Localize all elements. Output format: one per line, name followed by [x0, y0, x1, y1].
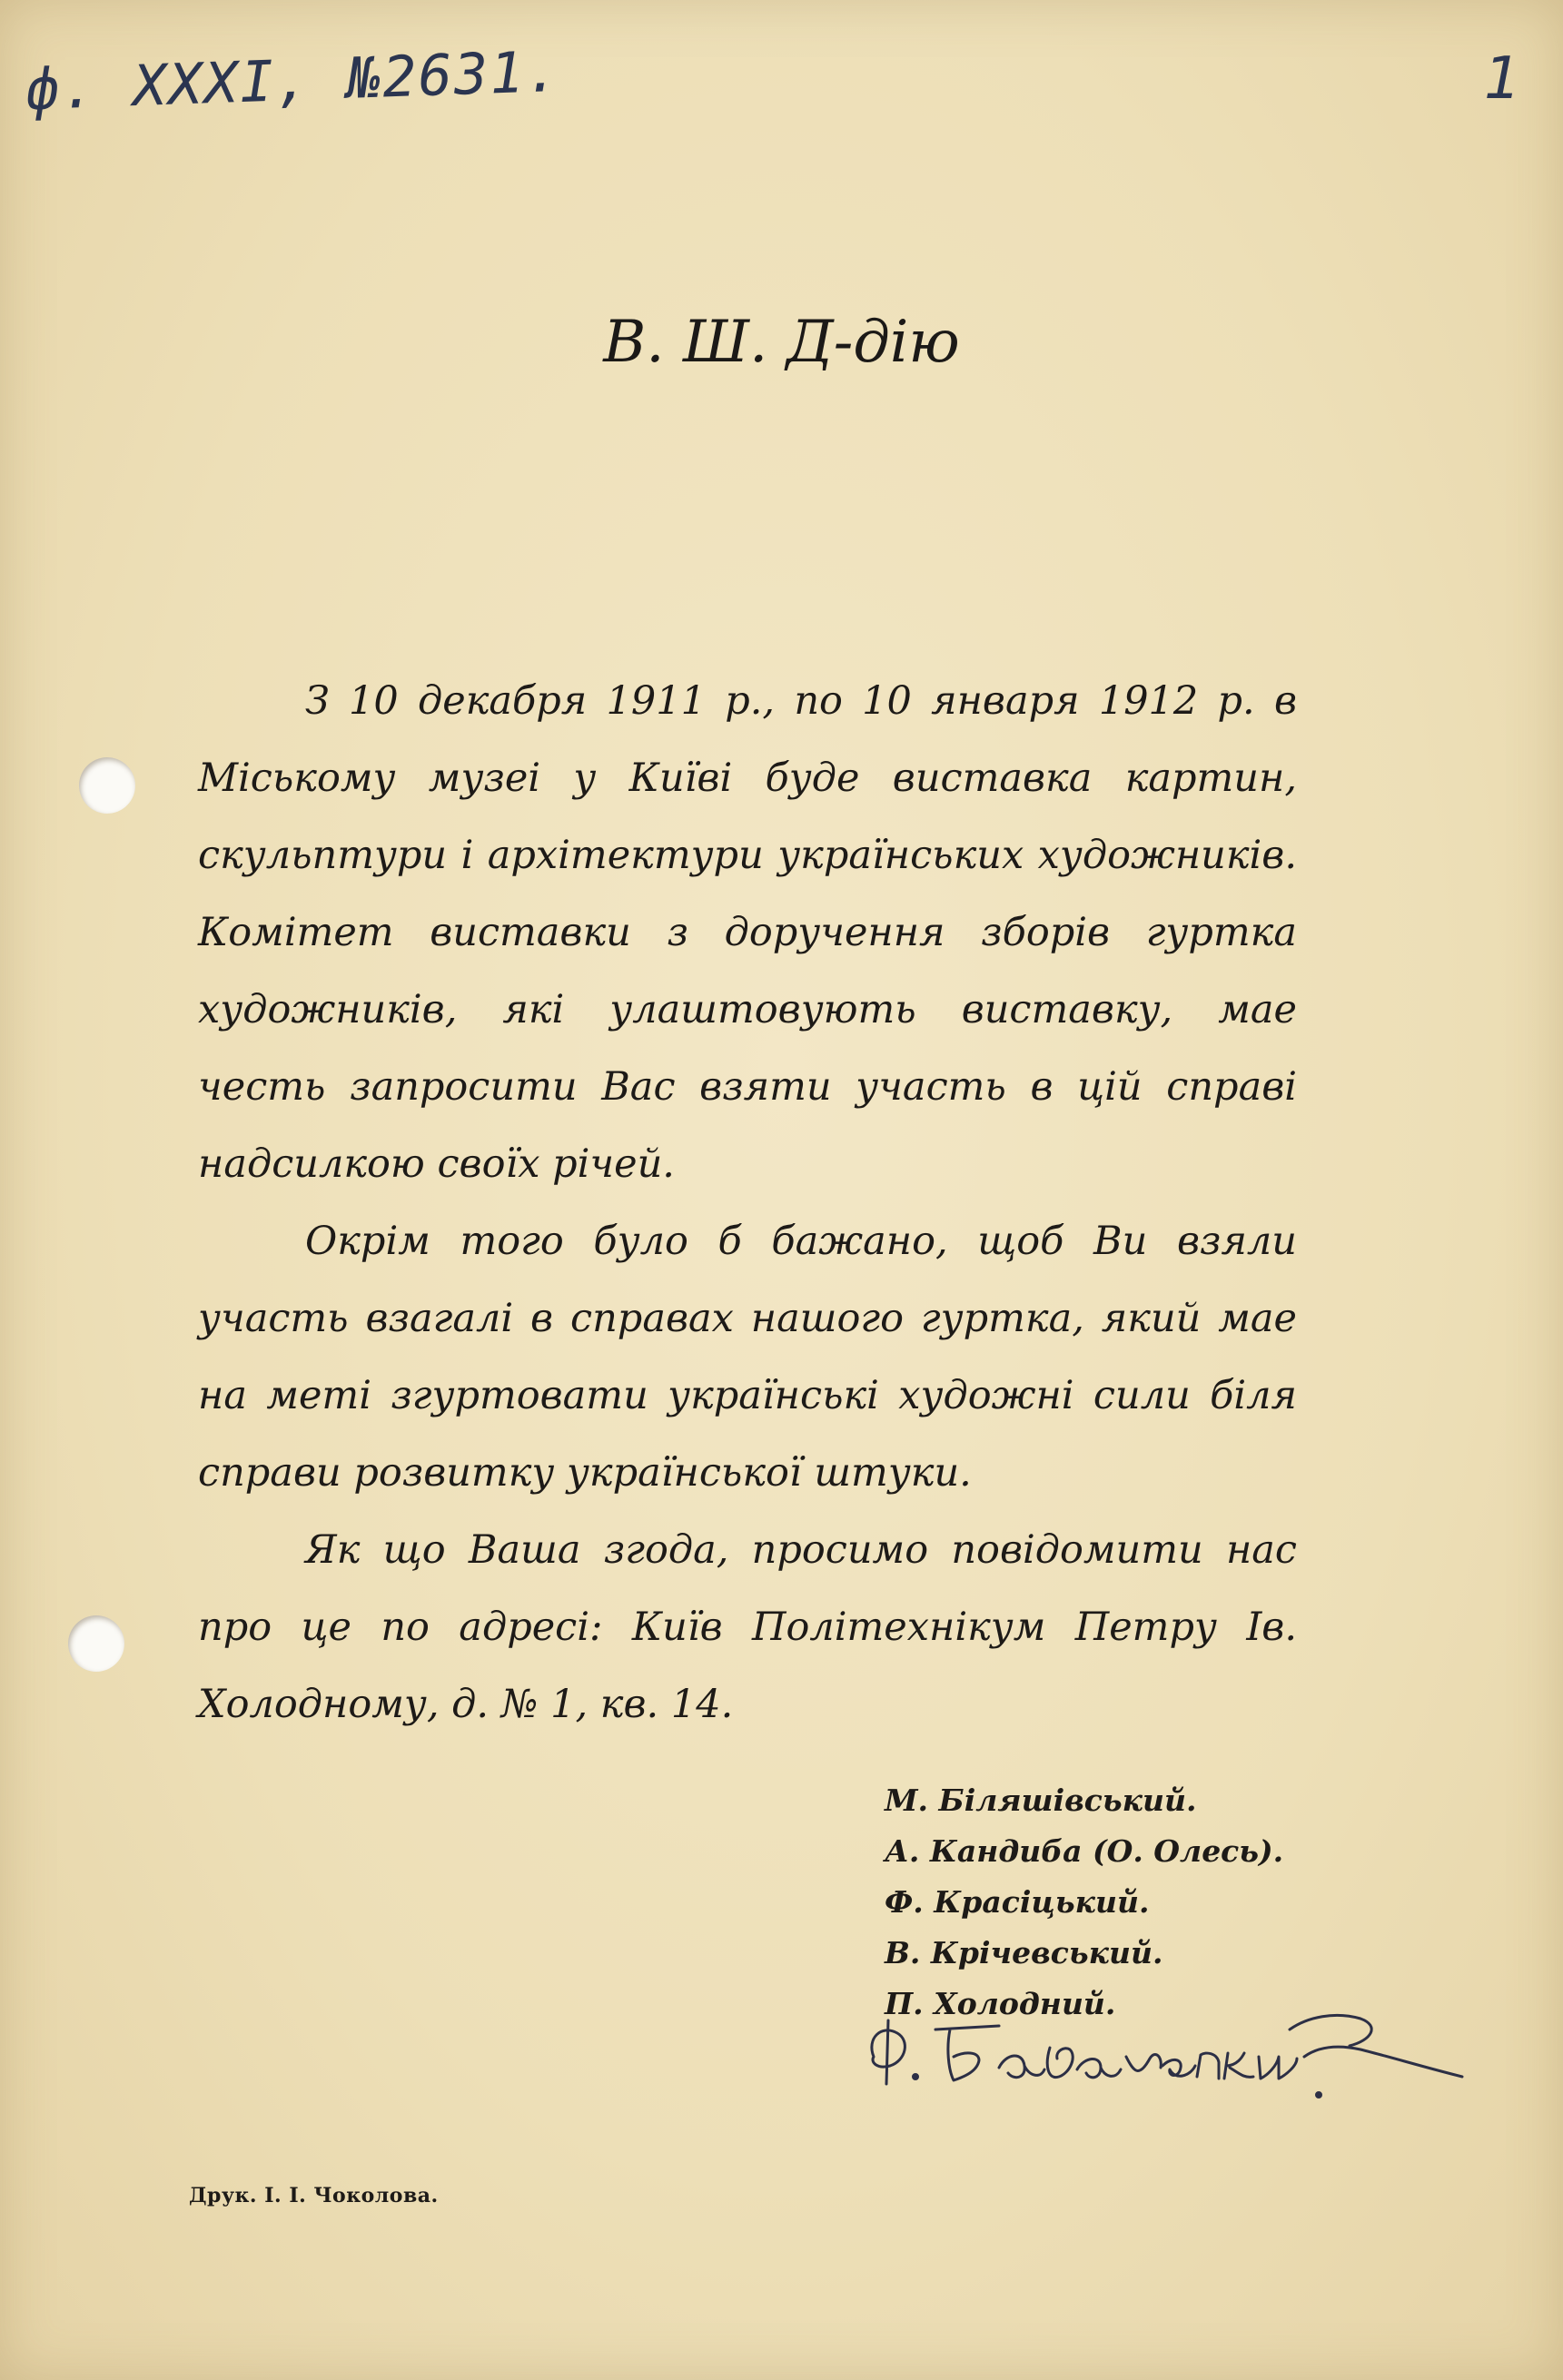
- punch-hole: [68, 1615, 124, 1672]
- page-number: 1: [1484, 45, 1521, 113]
- addressee-heading: В. Ш. Д-дію: [603, 309, 960, 376]
- letter-body: [198, 663, 1297, 1743]
- signatory: Ф. Красіцький.: [885, 1884, 1150, 1920]
- paragraph-exhibition: З 10 декабря 1911 р., по 10 января 1912 р. в Міському музеі у Київі буде виставка картин, скульптури і архітектури українських художників. Комітет виставки з доручення зборів гуртка художників, які улаштовують виставку, мае честь запросити Вас взяти участь в цій справі надсилкою своїх річей.: [198, 678, 1297, 1187]
- signatories-list: [885, 1775, 1283, 2029]
- handwritten-signature: [863, 1993, 1489, 2129]
- signatory: В. Крічевський.: [885, 1935, 1163, 1970]
- paragraph-reply-address: Як що Ваша згода, просимо повідомити нас про це по адресі: Київ Політехнікум Петру Ів. Холодному, д. № 1, кв. 14.: [198, 1527, 1297, 1727]
- paragraph-participation: Окрім того було б бажано, щоб Ви взяли участь взагалі в справах нашого гуртка, який мае на меті згуртовати українські художні сили біля справи розвитку української штуки.: [198, 1219, 1297, 1496]
- printer-imprint: Друк. І. І. Чоколова.: [189, 2184, 439, 2207]
- signatory: П. Холодний.: [885, 1986, 1116, 2021]
- archive-reference: ф. XXXI, №2631.: [24, 37, 563, 123]
- signatory: М. Біляшівський.: [885, 1783, 1197, 1818]
- signatory: А. Кандиба (О. Олесь).: [885, 1833, 1284, 1869]
- punch-hole: [79, 757, 135, 814]
